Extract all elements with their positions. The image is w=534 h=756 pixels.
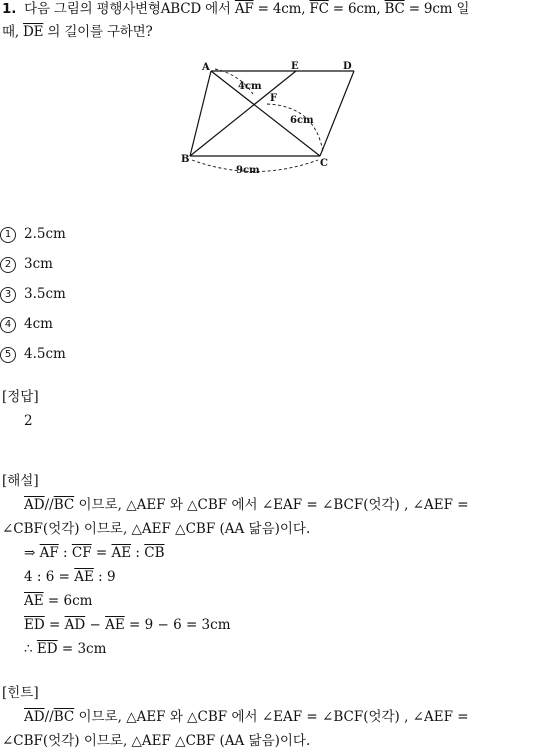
choice-5[interactable]: [0, 345, 66, 365]
solution-line-1: [2, 496, 532, 520]
segment-ad: $\overline{AD}$: [64, 617, 86, 633]
solution-line-4: [2, 568, 532, 592]
implies-symbol: ⇒: [24, 545, 40, 561]
value-ae: = 6cm: [43, 593, 93, 609]
solution-line-3: [2, 544, 532, 568]
choice-4-text: 4cm: [24, 316, 53, 333]
hint-section: [2, 684, 532, 756]
label-a: A: [202, 62, 210, 73]
value-af: = 4cm,: [253, 1, 310, 17]
answer-value: 2: [24, 413, 33, 429]
answer-header: [정답]: [2, 389, 39, 405]
solution-angles: 이므로, △AEF 와 △CBF 에서 ∠EAF = ∠BCF(엇각) , ∠AEF =: [74, 497, 469, 513]
length-label-bc: 9cm: [236, 165, 260, 176]
choice-4[interactable]: [0, 315, 53, 335]
choice-2-text: 3cm: [24, 256, 53, 273]
choice-1-mark: 1: [0, 227, 16, 243]
segment-ae: $\overline{AE}$: [74, 569, 94, 585]
choice-4-mark: 4: [0, 317, 16, 333]
choice-1[interactable]: [0, 225, 66, 245]
computation: = 9 − 6 = 3cm: [124, 617, 231, 633]
hint-angles: 이므로, △AEF 와 △CBF 에서 ∠EAF = ∠BCF(엇각) , ∠AEF =: [74, 709, 469, 725]
choice-3[interactable]: [0, 285, 66, 305]
question-ask: 의 길이를 구하면?: [43, 24, 153, 40]
ratio-colon: :: [58, 545, 72, 561]
solution-line-5: [2, 592, 532, 616]
hint-line-1: [2, 708, 532, 732]
segment-cf: $\overline{CF}$: [71, 545, 92, 561]
question-line-2: [2, 23, 530, 46]
choice-5-text: 4.5cm: [24, 346, 66, 363]
edge-ab: [190, 71, 211, 156]
segment-af: $\overline{AF}$: [234, 1, 254, 17]
length-label-af: 4cm: [238, 81, 262, 92]
segment-cb: $\overline{CB}$: [144, 545, 165, 561]
equals-symbol: =: [44, 617, 65, 633]
hint-line-2: ∠CBF(엇각) 이므로, △AEF △CBF (AA 닮음)이다.: [2, 733, 311, 749]
question-text: [2, 0, 530, 46]
choice-2-mark: 2: [0, 257, 16, 273]
solution-section: [2, 472, 532, 664]
segment-ae: $\overline{AE}$: [24, 593, 44, 609]
solution-line-2: ∠CBF(엇각) 이므로, △AEF △CBF (AA 닮음)이다.: [2, 521, 311, 537]
segment-de: $\overline{DE}$: [23, 24, 44, 40]
parallel-symbol: //: [44, 709, 54, 725]
question-stem-2: 때,: [2, 24, 24, 40]
edge-cd: [320, 71, 354, 156]
question-line-1: [2, 0, 530, 23]
final-value: = 3cm: [57, 641, 107, 657]
segment-fc: $\overline{FC}$: [309, 1, 329, 17]
segment-ad: $\overline{AD}$: [24, 709, 45, 725]
solution-line-6: [2, 616, 532, 640]
segment-af: $\overline{AF}$: [39, 545, 59, 561]
segment-bc: $\overline{BC}$: [384, 1, 405, 17]
ratio-colon: :: [131, 545, 145, 561]
ratio-right: : 9: [93, 569, 116, 585]
solution-header: [해설]: [2, 473, 39, 489]
value-fc: = 6cm,: [328, 1, 385, 17]
choice-3-text: 3.5cm: [24, 286, 66, 303]
label-e: E: [291, 61, 299, 72]
hint-header: [힌트]: [2, 685, 39, 701]
diagonal-ac: [211, 71, 320, 156]
label-f: F: [270, 93, 278, 104]
dim-arc-fc: [267, 104, 323, 152]
question-number: 1.: [2, 1, 17, 17]
choice-5-mark: 5: [0, 347, 16, 363]
label-d: D: [343, 61, 352, 72]
segment-ed: $\overline{ED}$: [36, 641, 58, 657]
choice-2[interactable]: [0, 255, 53, 275]
minus-symbol: −: [85, 617, 106, 633]
answer-section: [2, 388, 39, 436]
label-b: B: [181, 154, 190, 165]
parallelogram-figure: [175, 56, 365, 181]
choice-1-text: 2.5cm: [24, 226, 66, 243]
segment-ed: $\overline{ED}$: [24, 617, 45, 633]
therefore-symbol: ∴: [24, 641, 37, 657]
ratio-left: 4 : 6 =: [24, 569, 75, 585]
question-stem: 다음 그림의 평행사변형ABCD 에서: [24, 1, 235, 17]
choice-3-mark: 3: [0, 287, 16, 303]
segment-ae: $\overline{AE}$: [105, 617, 125, 633]
segment-ad: $\overline{AD}$: [24, 497, 45, 513]
segment-bc: $\overline{BC}$: [53, 709, 75, 725]
segment-ae: $\overline{AE}$: [111, 545, 132, 561]
length-label-fc: 6cm: [290, 115, 314, 126]
parallel-symbol: //: [44, 497, 54, 513]
solution-line-7: [2, 640, 532, 664]
segment-bc: $\overline{BC}$: [53, 497, 75, 513]
label-c: C: [320, 158, 328, 169]
value-bc: = 9cm 일: [404, 1, 470, 17]
equals-symbol: =: [91, 545, 112, 561]
